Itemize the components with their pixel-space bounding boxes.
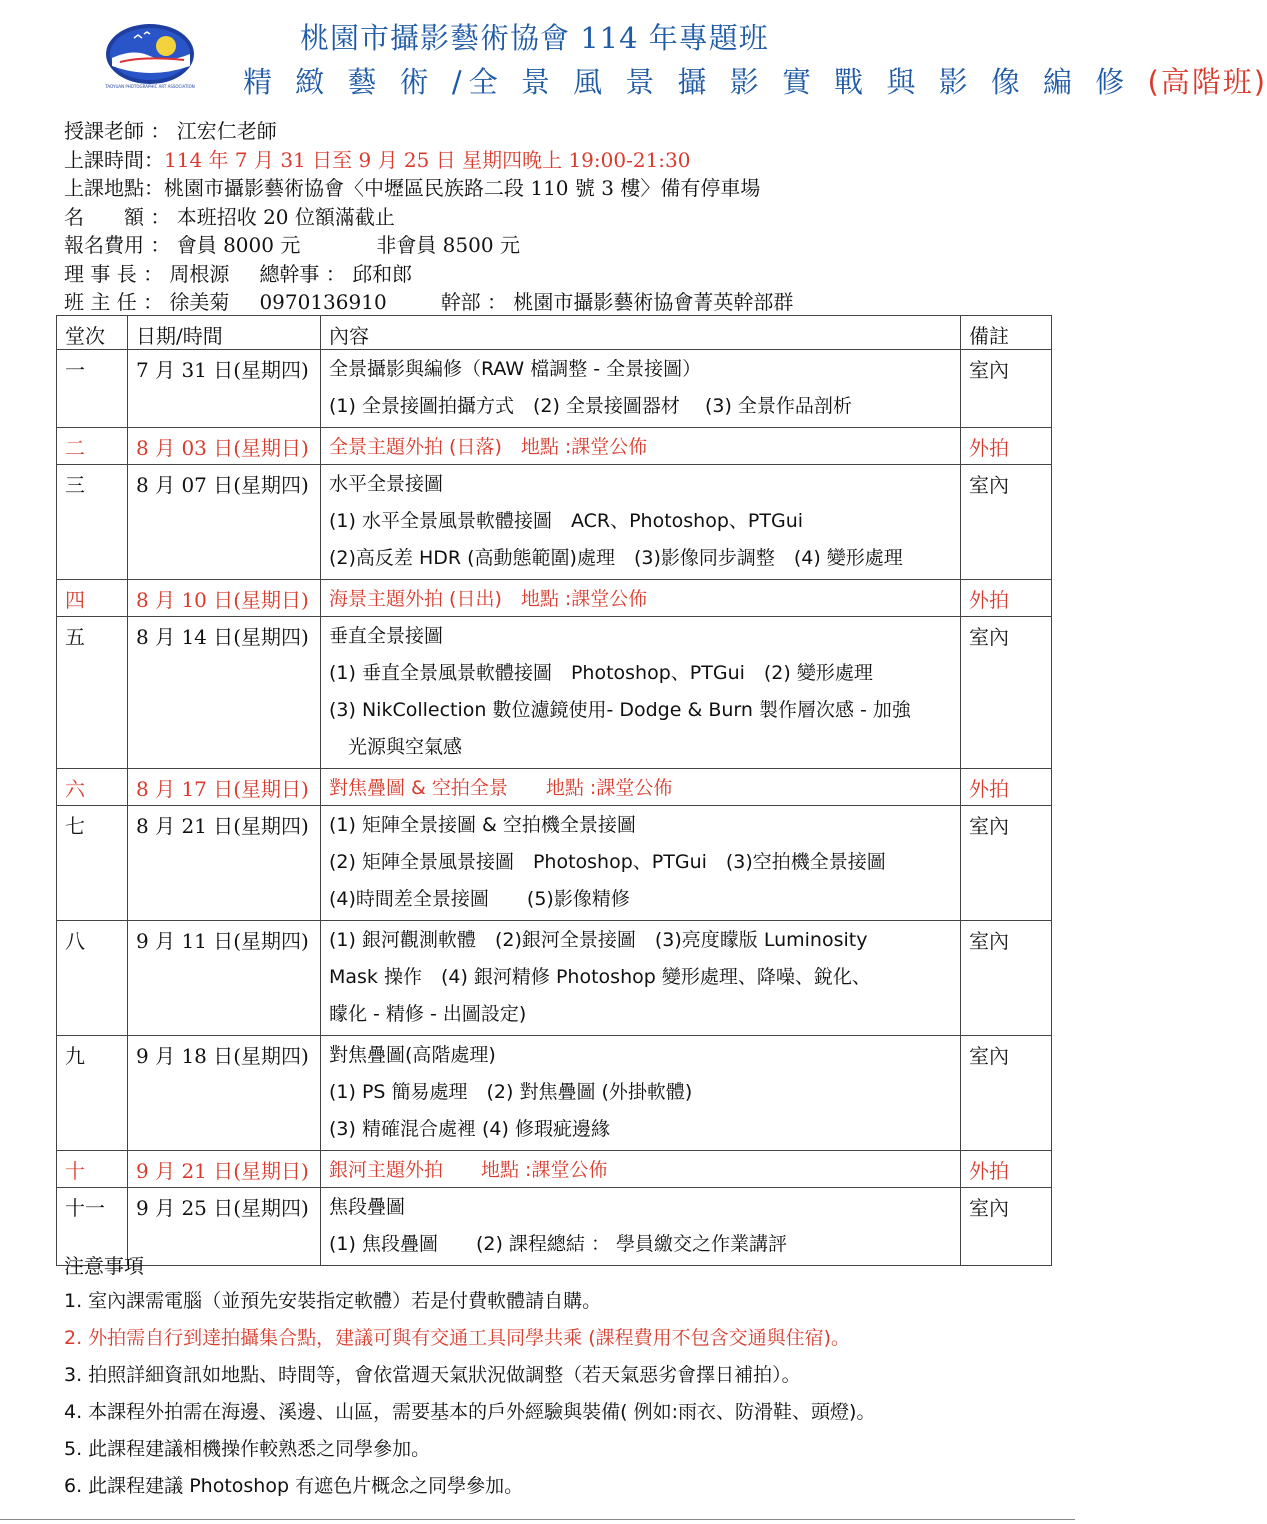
- info-time-value: 114 年 7 月 31 日至 9 月 25 日 星期四晚上 19:00-21:30: [164, 147, 691, 172]
- session-date: 8 月 10 日(星期日): [128, 580, 321, 617]
- info-time: [64, 146, 1054, 175]
- session-note: 外拍: [961, 1151, 1052, 1188]
- note-item: 6. 此課程建議 Photoshop 有遮色片概念之同學參加。: [64, 1475, 524, 1497]
- fee-nonmember: 非會員 8500 元: [376, 233, 520, 257]
- schedule-table: [56, 315, 1052, 1266]
- page-bottom-divider: [0, 1519, 1075, 1520]
- info-lead: [64, 288, 1054, 317]
- secretary: 總幹事 ： 邱和郎: [259, 261, 413, 286]
- session-number: 三: [57, 465, 128, 580]
- session-content: [321, 428, 961, 465]
- session-date: 9 月 25 日(星期四): [128, 1188, 321, 1266]
- content-line: 焦段疊圖: [329, 1196, 406, 1218]
- session-content: [321, 1151, 961, 1188]
- session-number: 一: [57, 350, 128, 428]
- session-content: [321, 350, 961, 428]
- table-row: [57, 617, 1052, 769]
- session-date: 7 月 31 日(星期四): [128, 350, 321, 428]
- table-row: [57, 769, 1052, 806]
- session-content: [321, 580, 961, 617]
- content-line: Mask 操作 (4) 銀河精修 Photoshop 變形處理、降噪、銳化、: [329, 966, 871, 988]
- content-line: (1) 垂直全景風景軟體接圖 Photoshop、PTGui (2) 變形處理: [329, 662, 873, 684]
- info-quota: 名 額 ： 本班招收 20 位額滿截止: [64, 204, 395, 229]
- table-row: [57, 428, 1052, 465]
- content-line: (3) NikCollection 數位濾鏡使用- Dodge & Burn 製作層次感 - 加強: [329, 699, 911, 721]
- lead-phone: 0970136910: [259, 290, 387, 314]
- table-row: [57, 465, 1052, 580]
- table-row: [57, 806, 1052, 921]
- session-content: [321, 921, 961, 1036]
- content-line: (2)高反差 HDR (高動態範圍)處理 (3)影像同步調整 (4) 變形處理: [329, 547, 903, 569]
- session-note: 外拍: [961, 769, 1052, 806]
- title-line-1: 桃園市攝影藝術協會 114 年專題班: [300, 21, 769, 55]
- table-header-row: [57, 316, 1052, 350]
- header-date: 日期/時間: [128, 316, 321, 350]
- chairman: 理 事 長 ： 周根源: [64, 261, 230, 286]
- session-note: 室內: [961, 806, 1052, 921]
- content-line: 全景攝影與編修（RAW 檔調整 - 全景接圖）: [329, 358, 702, 380]
- content-line: (1) 銀河觀測軟體 (2)銀河全景接圖 (3)亮度矇版 Luminosity: [329, 929, 868, 951]
- class-lead: 班 主 任 ： 徐美菊: [64, 290, 230, 314]
- header-note: 備註: [961, 316, 1052, 350]
- course-info: [64, 117, 1054, 317]
- note-item: 4. 本課程外拍需在海邊、溪邊、山區，需要基本的戶外經驗與裝備( 例如:雨衣、防滑鞋、頭燈)。: [64, 1401, 876, 1423]
- session-date: 8 月 14 日(星期四): [128, 617, 321, 769]
- session-date: 8 月 21 日(星期四): [128, 806, 321, 921]
- content-line: 海景主題外拍 (日出) 地點 :課堂公佈: [329, 588, 648, 610]
- session-date: 9 月 21 日(星期日): [128, 1151, 321, 1188]
- course-title: 精 緻 藝 術 /全 景 風 景 攝 影 實 戰 與 影 像 編 修: [243, 65, 1132, 99]
- header-content: 內容: [321, 316, 961, 350]
- table-row: [57, 921, 1052, 1036]
- info-fee: [64, 231, 1054, 260]
- session-date: 8 月 07 日(星期四): [128, 465, 321, 580]
- content-line: 光源與空氣感: [329, 736, 463, 758]
- session-number: 十一: [57, 1188, 128, 1266]
- content-line: (1) 水平全景風景軟體接圖 ACR、Photoshop、PTGui: [329, 510, 804, 532]
- course-level: (高階班): [1147, 65, 1267, 99]
- content-line: (1) 焦段疊圖 (2) 課程總結 ： 學員繳交之作業講評: [329, 1233, 787, 1255]
- table-row: [57, 580, 1052, 617]
- content-line: (2) 矩陣全景風景接圖 Photoshop、PTGui (3)空拍機全景接圖: [329, 851, 886, 873]
- session-content: [321, 806, 961, 921]
- session-note: 室內: [961, 350, 1052, 428]
- content-line: 對焦疊圖(高階處理): [329, 1044, 496, 1066]
- session-date: 8 月 17 日(星期日): [128, 769, 321, 806]
- session-content: [321, 769, 961, 806]
- info-place: 上課地點：桃園市攝影藝術協會〈中壢區民族路二段 110 號 3 樓〉備有停車場: [64, 176, 761, 200]
- table-row: [57, 1036, 1052, 1151]
- association-logo: [104, 22, 196, 90]
- session-note: 室內: [961, 617, 1052, 769]
- session-number: 五: [57, 617, 128, 769]
- note-item: 1. 室內課需電腦（並預先安裝指定軟體）若是付費軟體請自購。: [64, 1290, 602, 1312]
- table-row: [57, 350, 1052, 428]
- content-line: 對焦疊圖 & 空拍全景 地點 :課堂公佈: [329, 777, 673, 799]
- session-date: 9 月 18 日(星期四): [128, 1036, 321, 1151]
- content-line: (1) 矩陣全景接圖 & 空拍機全景接圖: [329, 814, 636, 836]
- info-officers: [64, 260, 1054, 289]
- session-note: 室內: [961, 465, 1052, 580]
- info-time-label: 上課時間：: [64, 147, 164, 172]
- content-line: (1) PS 簡易處理 (2) 對焦疊圖 (外掛軟體): [329, 1081, 693, 1103]
- session-number: 七: [57, 806, 128, 921]
- info-teacher: 授課老師 ： 江宏仁老師: [64, 119, 277, 143]
- note-item: 2. 外拍需自行到達拍攝集合點，建議可與有交通工具同學共乘 (課程費用不包含交通與住宿)。: [64, 1327, 851, 1349]
- session-note: 室內: [961, 921, 1052, 1036]
- session-number: 四: [57, 580, 128, 617]
- session-date: 9 月 11 日(星期四): [128, 921, 321, 1036]
- fee-member: 報名費用 ： 會員 8000 元: [64, 233, 301, 257]
- content-line: 全景主題外拍 (日落) 地點 :課堂公佈: [329, 436, 648, 458]
- title-line-2: [243, 60, 1267, 101]
- session-number: 二: [57, 428, 128, 465]
- session-content: [321, 465, 961, 580]
- session-note: 外拍: [961, 580, 1052, 617]
- session-number: 十: [57, 1151, 128, 1188]
- content-line: (4)時間差全景接圖 (5)影像精修: [329, 888, 630, 910]
- session-note: 室內: [961, 1188, 1052, 1266]
- notes-section: [64, 1252, 1054, 1508]
- session-number: 八: [57, 921, 128, 1036]
- content-line: 矇化 - 精修 - 出圖設定): [329, 1003, 527, 1025]
- content-line: (1) 全景接圖拍攝方式 (2) 全景接圖器材 (3) 全景作品剖析: [329, 395, 852, 417]
- session-note: 室內: [961, 1036, 1052, 1151]
- session-number: 六: [57, 769, 128, 806]
- notes-title: 注意事項: [64, 1254, 144, 1278]
- session-note: 外拍: [961, 428, 1052, 465]
- content-line: 垂直全景接圖: [329, 625, 444, 647]
- note-item: 5. 此課程建議相機操作較熟悉之同學參加。: [64, 1438, 431, 1460]
- content-line: 水平全景接圖: [329, 473, 444, 495]
- session-date: 8 月 03 日(星期日): [128, 428, 321, 465]
- logo-text: TAOYUAN PHOTOGRAPHIC ART ASSOCIATION: [105, 84, 195, 89]
- note-item: 3. 拍照詳細資訊如地點、時間等，會依當週天氣狀況做調整（若天氣惡劣會擇日補拍）。: [64, 1364, 801, 1386]
- content-line: 銀河主題外拍 地點 :課堂公佈: [329, 1159, 608, 1181]
- table-row: [57, 1151, 1052, 1188]
- session-content: [321, 617, 961, 769]
- cadre: 幹部 ： 桃園市攝影藝術協會菁英幹部群: [440, 290, 794, 314]
- header-session: 堂次: [57, 316, 128, 350]
- session-number: 九: [57, 1036, 128, 1151]
- content-line: (3) 精確混合處裡 (4) 修瑕疵邊緣: [329, 1118, 610, 1140]
- session-content: [321, 1036, 961, 1151]
